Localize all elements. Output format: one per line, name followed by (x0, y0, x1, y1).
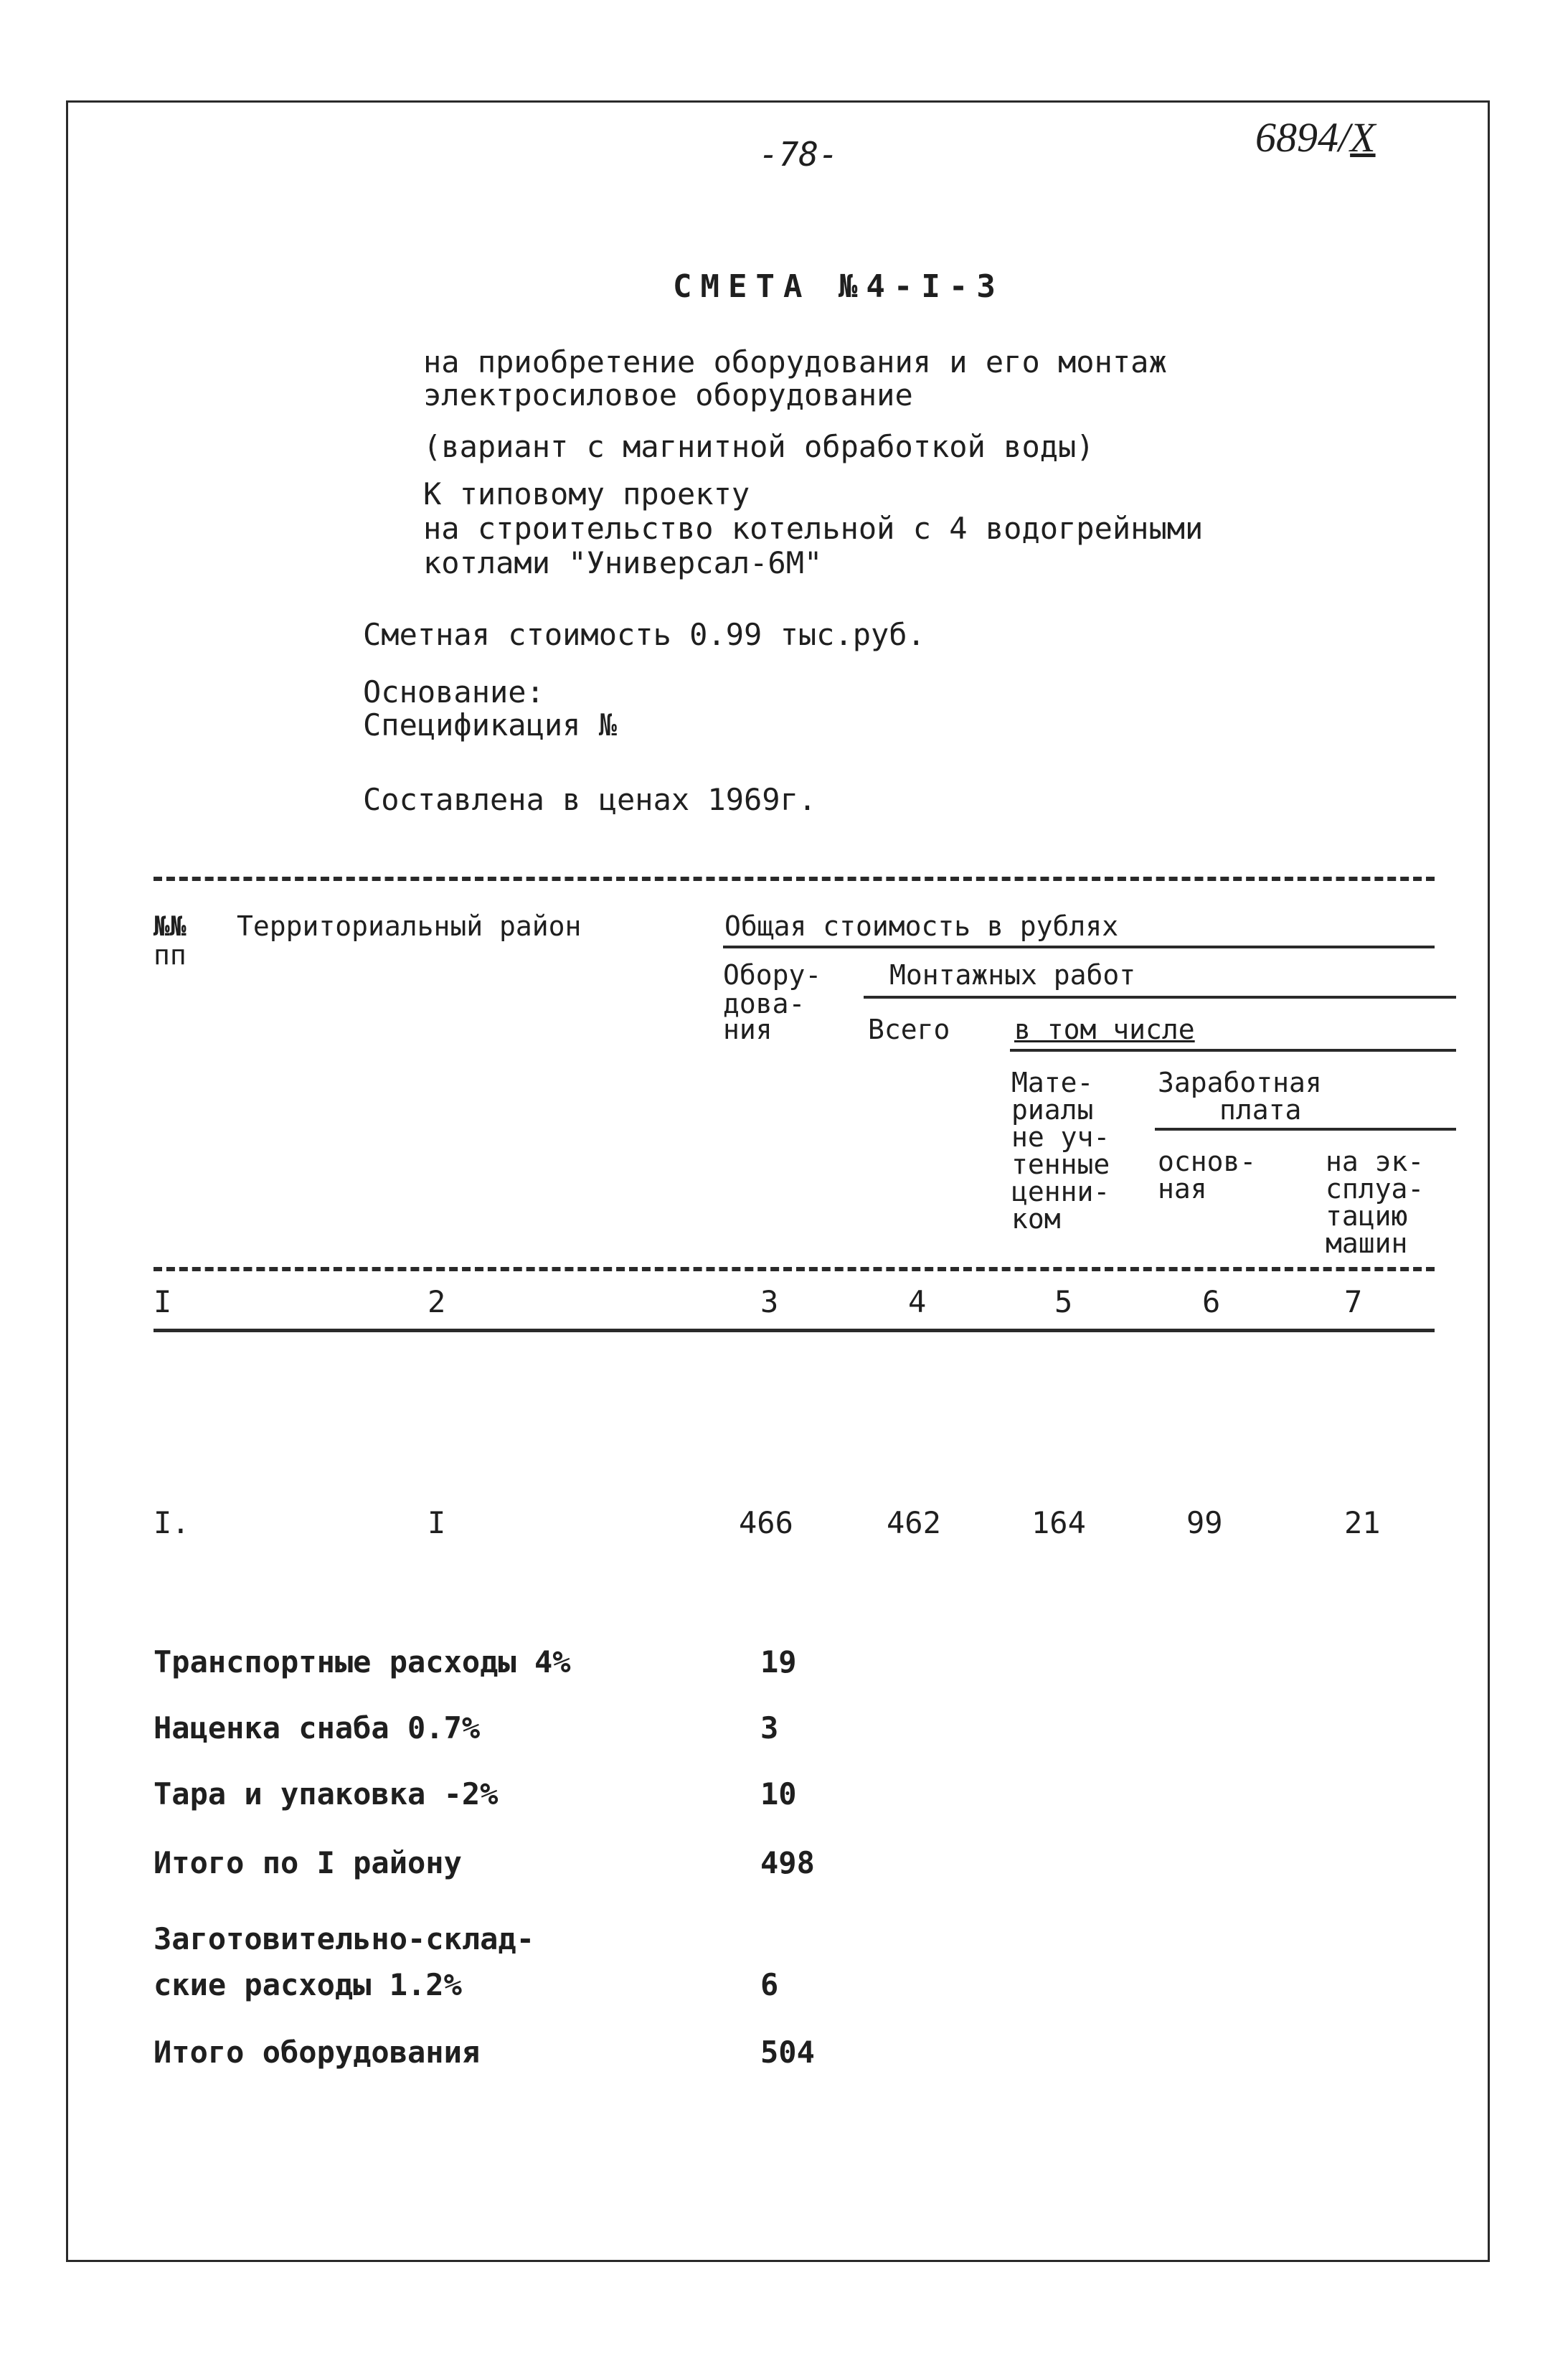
column-number-7: 7 (1344, 1284, 1363, 1319)
summary-equipment-total-label: Итого оборудования (154, 2035, 481, 2070)
summary-packaging-label: Тара и упаковка -2% (154, 1776, 499, 1811)
row-basic-wages: 99 (1186, 1505, 1223, 1540)
basis-label: Основание: (363, 674, 544, 710)
basis-value: Спецификация № (363, 707, 618, 743)
equipment-header-3: ния (723, 1014, 773, 1045)
col2-header: Территориальный район (237, 910, 582, 942)
materials-header-5: ценни- (1011, 1176, 1110, 1207)
summary-region-total-label: Итого по I району (154, 1845, 462, 1880)
including-header: в том числе (1014, 1014, 1195, 1045)
subtitle-line-2: электросиловое оборудование (423, 377, 913, 413)
column-number-2: 2 (428, 1284, 446, 1319)
row-number: I. (154, 1505, 190, 1540)
summary-supply-label: Наценка снаба 0.7% (154, 1710, 481, 1745)
summary-transport-value: 19 (760, 1644, 797, 1679)
total-cost-rule (723, 946, 1435, 948)
row-materials: 164 (1031, 1505, 1086, 1540)
including-rule (1010, 1049, 1456, 1052)
summary-warehouse-label-1: Заготовительно-склад- (154, 1921, 535, 1956)
equipment-header-2: дова- (723, 988, 806, 1019)
wages-header-1: Заработная (1158, 1067, 1322, 1098)
subtitle-line-4: К типовому проекту (423, 476, 750, 512)
archive-number (1255, 113, 1376, 161)
subtitle-line-5: на строительство котельной с 4 водогрейными (423, 511, 1204, 546)
machine-wages-header-3: тацию (1326, 1200, 1408, 1232)
row-installation-total: 462 (887, 1505, 941, 1540)
prices-line: Составлена в ценах 1969г. (363, 782, 817, 817)
subtitle-line-3: (вариант с магнитной обработкой воды) (423, 429, 1095, 464)
machine-wages-header-1: на эк- (1326, 1146, 1425, 1177)
column-number-5: 5 (1054, 1284, 1073, 1319)
page-number: -78- (759, 135, 839, 174)
summary-warehouse-value: 6 (760, 1967, 779, 2002)
summary-supply-value: 3 (760, 1710, 779, 1745)
column-number-1: I (154, 1284, 172, 1319)
subtitle-line-6: котлами "Универсал-6М" (423, 545, 823, 580)
row-region: I (428, 1505, 446, 1540)
row-machine-wages: 21 (1344, 1505, 1381, 1540)
archive-number-main: 6894/ (1255, 114, 1351, 161)
column-number-6: 6 (1202, 1284, 1221, 1319)
materials-header-1: Мате- (1011, 1067, 1094, 1098)
materials-header-3: не уч- (1011, 1121, 1110, 1153)
subtitle-line-1: на приобретение оборудования и его монтаж (423, 344, 1167, 380)
materials-header-6: ком (1011, 1203, 1061, 1235)
row-equipment-cost: 466 (739, 1505, 793, 1540)
summary-transport-label: Транспортные расходы 4% (154, 1644, 571, 1679)
summary-equipment-total-value: 504 (760, 2035, 815, 2070)
summary-warehouse-label-2: ские расходы 1.2% (154, 1967, 462, 2002)
installation-total-header: Всего (868, 1014, 950, 1045)
col1-header-pp: пп (154, 939, 186, 971)
archive-number-roman: X (1350, 114, 1376, 161)
wages-rule (1155, 1128, 1456, 1131)
estimated-cost: Сметная стоимость 0.99 тыс.руб. (363, 617, 925, 652)
table-top-rule (154, 877, 1435, 881)
materials-header-4: тенные (1011, 1149, 1110, 1180)
equipment-header-1: Обору- (723, 959, 822, 991)
column-number-rule (154, 1329, 1435, 1332)
header-bottom-rule (154, 1267, 1435, 1271)
materials-header-2: риалы (1011, 1094, 1094, 1126)
machine-wages-header-4: машин (1326, 1228, 1408, 1259)
basic-wages-header-2: ная (1158, 1173, 1207, 1205)
machine-wages-header-2: сплуа- (1326, 1173, 1425, 1205)
basic-wages-header-1: основ- (1158, 1146, 1257, 1177)
installation-rule (864, 996, 1456, 999)
summary-region-total-value: 498 (760, 1845, 815, 1880)
col1-header: №№ (154, 910, 186, 942)
column-number-3: 3 (760, 1284, 779, 1319)
summary-packaging-value: 10 (760, 1776, 797, 1811)
document-title: СМЕТА №4-I-3 (673, 268, 1004, 305)
total-cost-header: Общая стоимость в рублях (724, 910, 1119, 942)
wages-header-2: плата (1219, 1094, 1302, 1126)
installation-header: Монтажных работ (889, 959, 1136, 991)
column-number-4: 4 (908, 1284, 927, 1319)
